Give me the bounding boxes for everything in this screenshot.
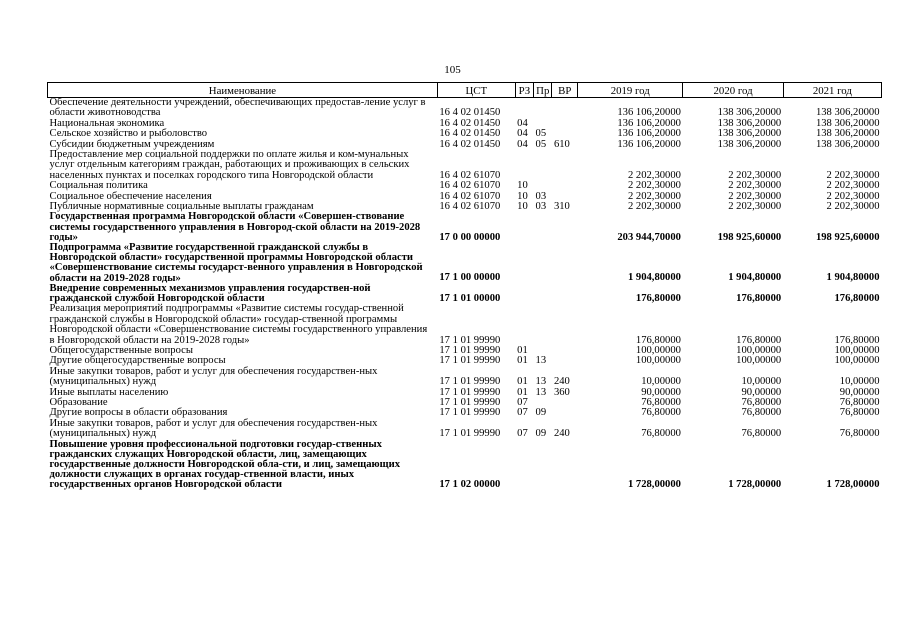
cell-vr [552,150,578,181]
cell-pr [534,304,552,346]
cell-cst: 16 4 02 61070 [439,180,501,192]
cell-cst: 16 4 02 01450 [439,117,501,129]
cell-2019: 2 202,30000 [627,190,681,202]
cell-2019: 136 106,20000 [617,117,681,129]
cell-cst: 16 4 02 01450 [439,107,501,119]
cell-2020: 1 904,80000 [728,272,782,284]
page-number: 105 [444,64,461,76]
cell-2020: 2 202,30000 [728,169,782,181]
cell-2021: 176,80000 [834,334,880,346]
cell-rz [515,243,533,284]
cell-name: Предоставление мер социальной поддержки по оплате жилья и ком-мунальных услуг отдельным категориям граждан, работающих и проживающих в сельских населенных пунктах и поселках городского типа Новгородской области [49,149,410,181]
cell-cst: 16 4 02 61070 [439,169,501,181]
cell-2019: 136 106,20000 [617,128,681,140]
table-row [48,98,882,119]
cell-cst: 17 1 01 99990 [439,386,501,398]
cell-name: Общегосударственные вопросы [49,344,193,356]
cell-2020: 138 306,20000 [717,128,782,140]
cell-cst: 16 4 02 01450 [439,138,501,150]
table-body [48,98,882,491]
budget-table [47,82,882,491]
cell-pr: 13 [535,355,547,367]
cell-cst: 17 0 00 00000 [439,231,501,243]
cell-2020: 176,80000 [736,292,782,304]
cell-vr [552,346,578,356]
cell-2021: 138 306,20000 [815,138,880,150]
cell-vr: 360 [553,386,570,398]
table-row [48,440,882,491]
cell-2019: 90,00000 [641,386,681,398]
cell-cst: 17 1 01 99990 [439,396,501,408]
cell-2019: 2 202,30000 [627,201,681,213]
cell-2020: 176,80000 [736,334,782,346]
cell-2020: 10,00000 [741,376,782,388]
cell-2021: 100,00000 [834,355,880,367]
cell-2021: 2 202,30000 [826,190,880,202]
cell-rz: 07 [517,396,528,408]
cell-cst: 17 1 00 00000 [439,272,501,284]
cell-cst: 17 1 01 99990 [439,376,501,388]
header-vr: ВР [552,83,578,98]
cell-rz: 01 [517,386,528,398]
table-row [48,367,882,388]
header-name: Наименование [48,83,438,98]
cell-rz: 10 [517,190,528,202]
header-2019: 2019 год [578,83,683,98]
cell-vr [552,408,578,418]
table-row [48,419,882,440]
cell-2020: 90,00000 [741,386,782,398]
cell-pr: 13 [535,386,547,398]
cell-vr: 240 [553,376,570,388]
cell-2019: 76,80000 [641,396,681,408]
cell-2021: 76,80000 [839,428,880,440]
cell-name: Субсидии бюджетным учреждениям [49,138,215,150]
cell-cst: 16 4 02 61070 [439,201,501,213]
cell-vr [552,212,578,243]
cell-rz: 07 [517,407,528,419]
cell-cst: 17 1 01 99990 [439,344,501,356]
cell-pr: 09 [535,407,547,419]
cell-2019: 203 944,70000 [617,231,681,243]
cell-rz [515,440,533,491]
header-rz: РЗ [515,83,533,98]
cell-2021: 138 306,20000 [815,117,880,129]
cell-name: Образование [49,396,108,408]
cell-vr [552,98,578,119]
cell-2020: 76,80000 [741,396,782,408]
cell-rz: 10 [517,201,528,213]
cell-2021: 10,00000 [839,376,880,388]
cell-vr [552,440,578,491]
cell-rz: 01 [517,344,528,356]
cell-2020: 138 306,20000 [717,117,782,129]
cell-2020: 2 202,30000 [728,180,782,192]
cell-2020: 138 306,20000 [717,107,782,119]
cell-pr [534,243,552,284]
cell-2021: 138 306,20000 [815,107,880,119]
cell-2019: 1 904,80000 [627,272,681,284]
cell-name: Иные выплаты населению [49,386,169,398]
cell-2019: 176,80000 [635,292,681,304]
cell-cst: 17 1 01 99990 [439,334,501,346]
cell-pr: 03 [535,190,547,202]
cell-2021: 90,00000 [839,386,880,398]
table-row [48,284,882,304]
cell-rz: 04 [517,128,528,140]
cell-rz [515,150,533,181]
header-2021: 2021 год [783,83,881,98]
cell-name: Реализация мероприятий подпрограммы «Развитие системы государ-ственной гражданской службы в Новгородской области» государ-ственной программы Новгородской области «Совершенствование системы государственного управления в Новгородской области на 2019-2028 годы» [49,303,428,346]
cell-2019: 100,00000 [635,344,681,356]
cell-2021: 138 306,20000 [815,128,880,140]
cell-name: Подпрограмма «Развитие государственной гражданской службы в Новгородской области» государственной программы Новгородской области «Совершенствование системы государст-венного управления в Новгородской области на 2019-2028 годы» [49,242,423,284]
cell-rz: 10 [517,180,528,192]
cell-cst: 17 1 02 00000 [439,479,501,491]
cell-vr: 610 [553,138,570,150]
cell-rz [515,212,533,243]
cell-pr [534,212,552,243]
cell-pr [534,284,552,304]
cell-2019: 136 106,20000 [617,138,681,150]
cell-2019: 2 202,30000 [627,169,681,181]
cell-2020: 2 202,30000 [728,201,782,213]
cell-name: Повышение уровня профессиональной подготовки государ-ственных гражданских служащих Новгородской области, лиц, замещающих государственные должности Новгородской обла-сти, и лиц, замещающих должности служащих в органах государ-ственной власти, иных государственных органов Новгородской области [49,438,400,491]
cell-vr [552,398,578,408]
cell-rz [515,304,533,346]
cell-rz: 04 [517,117,528,129]
cell-vr: 240 [553,428,570,440]
cell-vr [552,356,578,366]
cell-2019: 1 728,00000 [627,479,681,491]
cell-name: Публичные нормативные социальные выплаты гражданам [49,201,314,213]
cell-2020: 198 925,60000 [717,231,782,243]
cell-vr [552,304,578,346]
table-row [48,150,882,181]
cell-pr: 05 [535,138,547,150]
cell-name: Социальное обеспечение населения [49,190,212,202]
header-cst: ЦСТ [437,83,515,98]
cell-2019: 100,00000 [635,355,681,367]
cell-rz: 07 [517,428,528,440]
cell-name: Обеспечение деятельности учреждений, обеспечивающих предостав-ление услуг в области животноводства [49,97,426,119]
cell-rz: 01 [517,355,528,367]
cell-name: Иные закупки товаров, работ и услуг для обеспечения государствен-ных (муниципальных) нужд [49,365,378,388]
table-row [48,243,882,284]
cell-rz: 04 [517,138,528,150]
cell-2021: 76,80000 [839,396,880,408]
header-pr: Пр [534,83,552,98]
cell-pr [534,440,552,491]
cell-2021: 176,80000 [834,292,880,304]
table-header-row [48,83,882,98]
cell-2020: 100,00000 [736,344,782,356]
cell-cst: 17 1 01 99990 [439,407,501,419]
cell-vr [552,119,578,129]
cell-2019: 136 106,20000 [617,107,681,119]
cell-2021: 2 202,30000 [826,169,880,181]
cell-cst: 17 1 01 99990 [439,428,501,440]
cell-2021: 198 925,60000 [815,231,880,243]
cell-2021: 100,00000 [834,344,880,356]
cell-rz [515,284,533,304]
cell-name: Другие вопросы в области образования [49,407,228,419]
cell-rz: 01 [517,376,528,388]
cell-name: Социальная политика [49,180,148,192]
cell-pr: 03 [535,201,547,213]
cell-vr [552,181,578,191]
cell-name: Национальная экономика [49,117,165,129]
cell-name: Иные закупки товаров, работ и услуг для обеспечения государствен-ных (муниципальных) нужд [49,417,378,440]
cell-2019: 10,00000 [641,376,681,388]
cell-2019: 76,80000 [641,407,681,419]
cell-cst: 17 1 01 00000 [439,292,501,304]
cell-pr [534,150,552,181]
cell-cst: 16 4 02 01450 [439,128,501,140]
cell-2021: 76,80000 [839,407,880,419]
cell-name: Другие общегосударственные вопросы [49,355,226,367]
cell-pr: 05 [535,128,547,140]
cell-2019: 76,80000 [641,428,681,440]
cell-vr [552,243,578,284]
cell-pr: 13 [535,376,547,388]
cell-2020: 76,80000 [741,407,782,419]
cell-name: Государственная программа Новгородской области «Совершен-ствование системы государственного управления в Новгород-ской области на 2019-2028 годы» [49,211,421,243]
cell-2021: 2 202,30000 [826,201,880,213]
header-2020: 2020 год [683,83,783,98]
cell-2020: 138 306,20000 [717,138,782,150]
cell-2021: 1 904,80000 [826,272,880,284]
cell-2020: 2 202,30000 [728,190,782,202]
cell-rz [515,98,533,119]
cell-2020: 1 728,00000 [728,479,782,491]
cell-2020: 100,00000 [736,355,782,367]
cell-2019: 176,80000 [635,334,681,346]
cell-2020: 76,80000 [741,428,782,440]
cell-name: Сельское хозяйство и рыболовство [49,128,208,140]
table-row [48,304,882,346]
cell-pr: 09 [535,428,547,440]
table-row [48,212,882,243]
cell-pr [534,98,552,119]
cell-name: Внедрение современных механизмов управления государствен-ной гражданской службой Новгородской области [49,282,371,305]
cell-2021: 1 728,00000 [826,479,880,491]
cell-2019: 2 202,30000 [627,180,681,192]
cell-vr [552,284,578,304]
cell-2021: 2 202,30000 [826,180,880,192]
cell-cst: 17 1 01 99990 [439,355,501,367]
cell-vr: 310 [553,201,570,213]
cell-cst: 16 4 02 61070 [439,190,501,202]
